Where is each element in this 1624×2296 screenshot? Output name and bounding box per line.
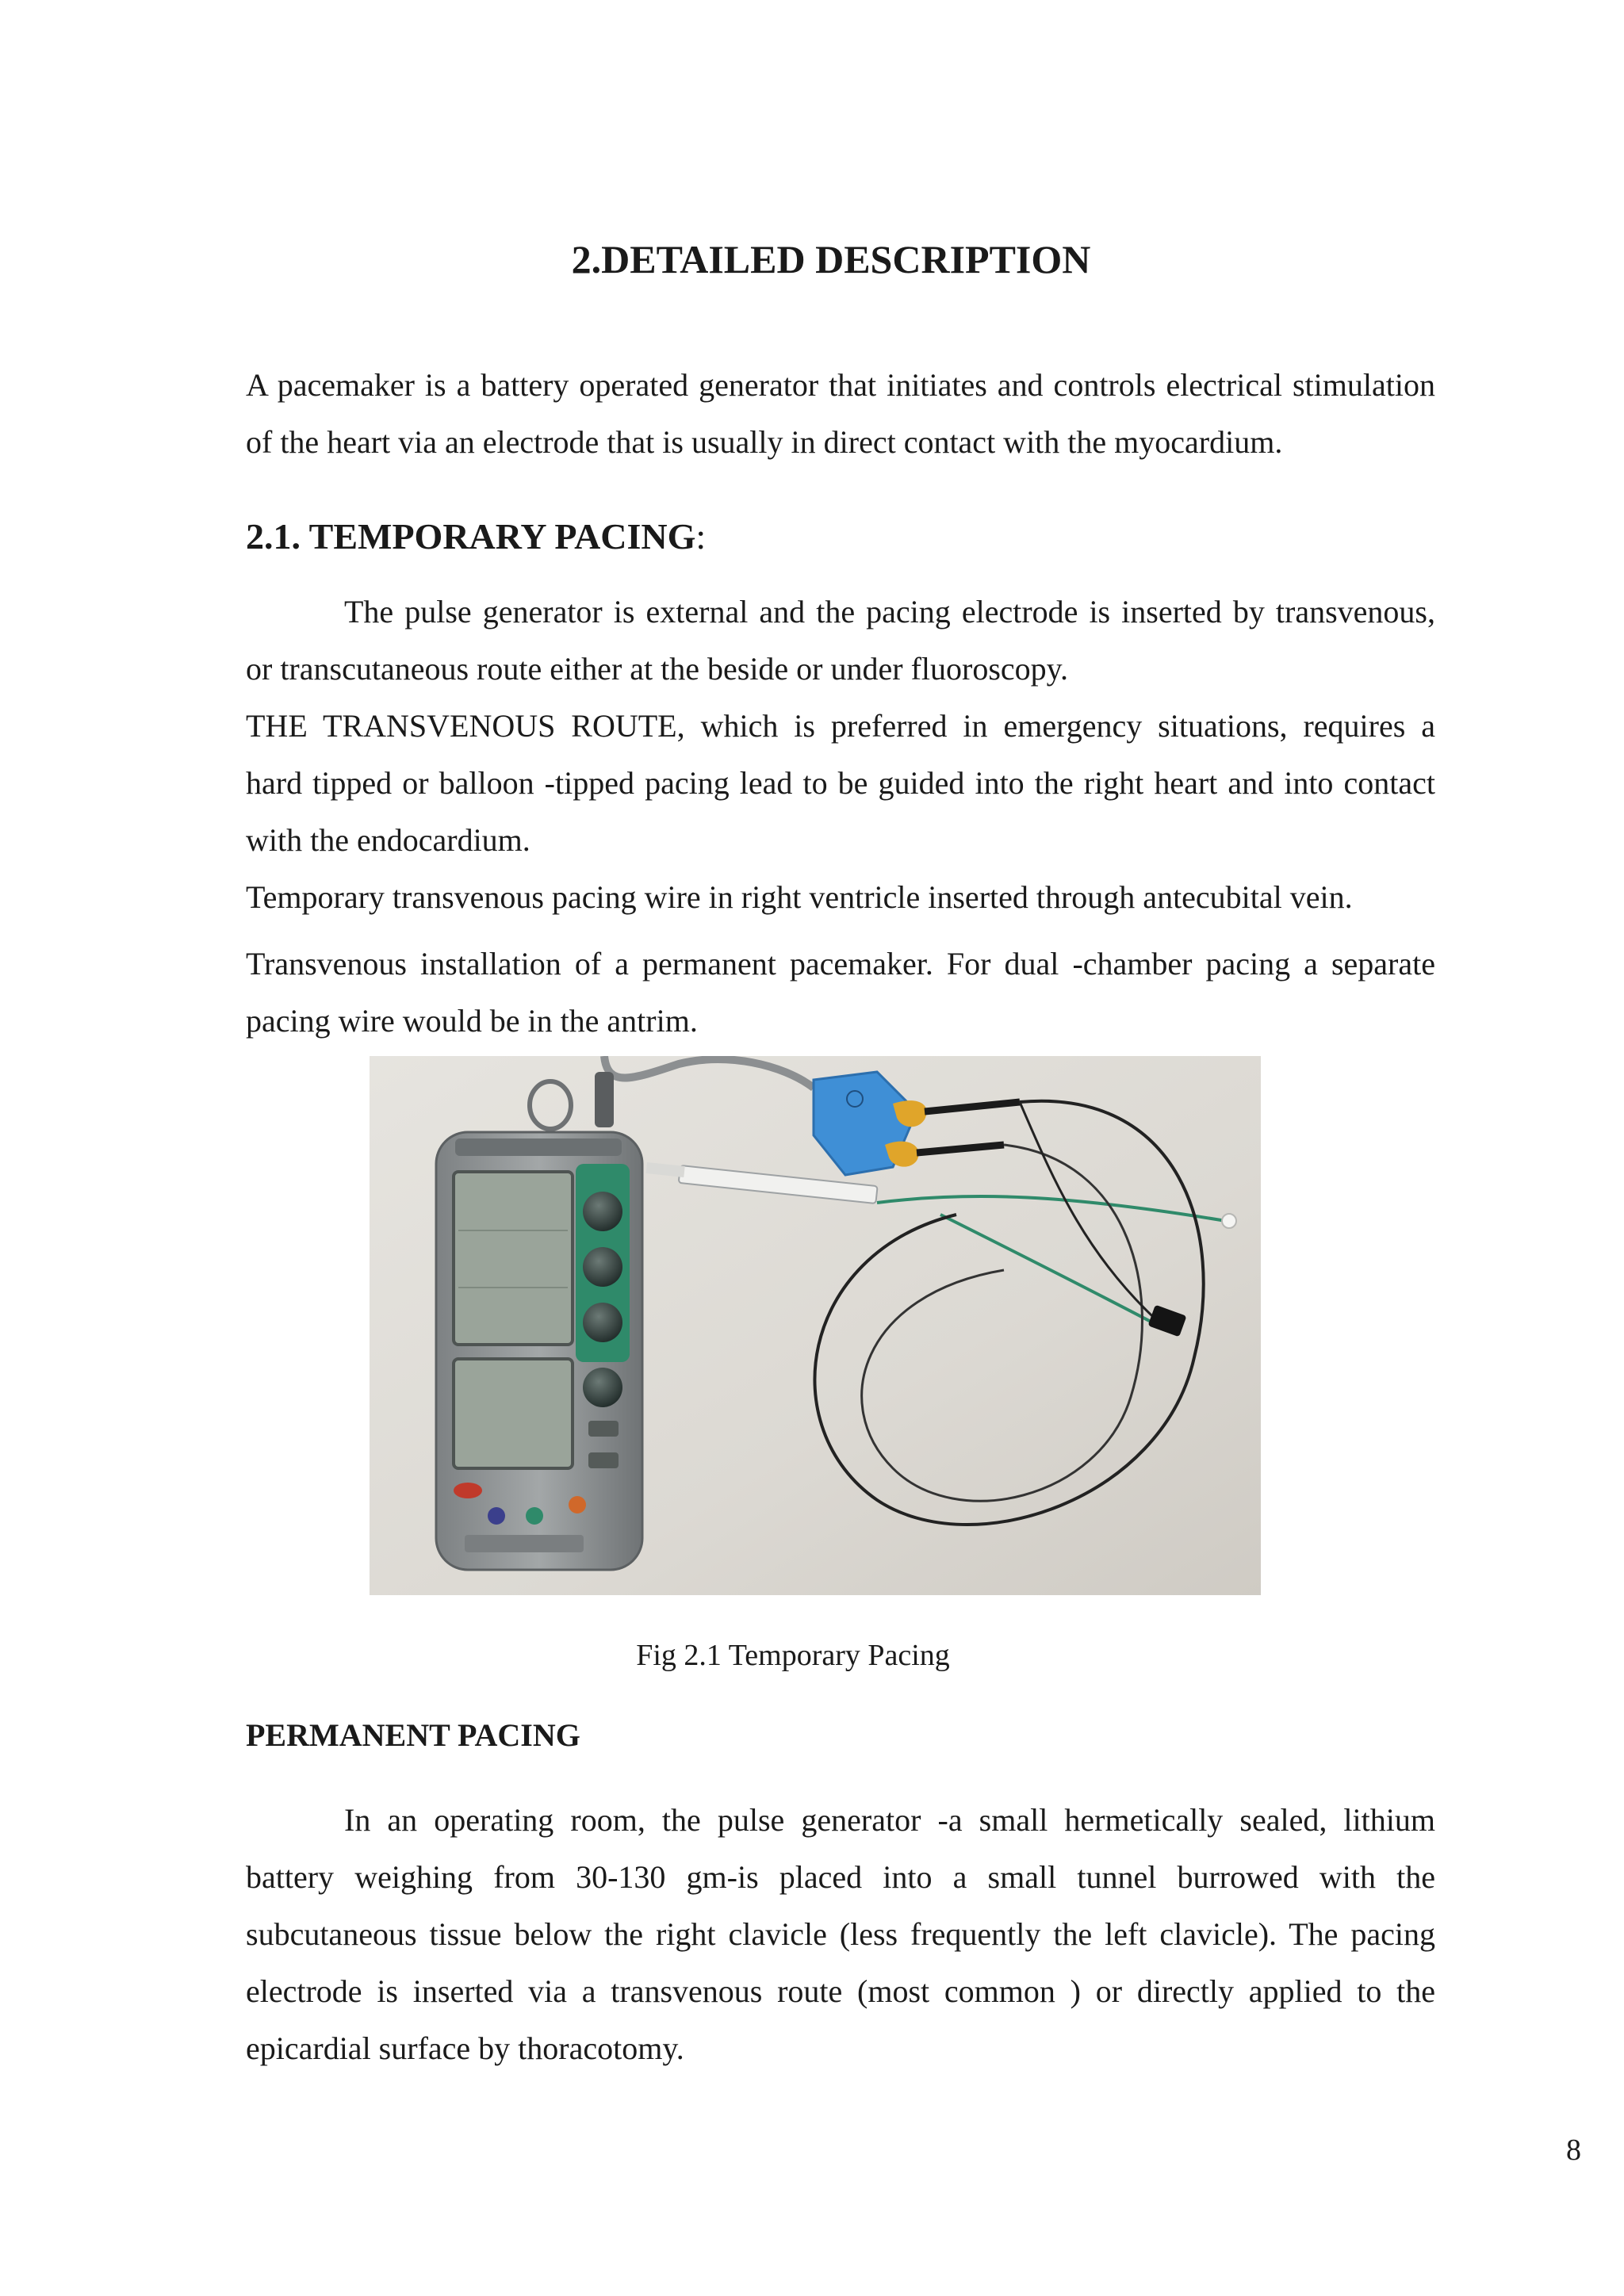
emergency-button: [454, 1483, 482, 1498]
section-heading-permanent: PERMANENT PACING: [246, 1717, 580, 1753]
temporary-paragraph-2: [246, 698, 1435, 869]
balloon-tip: [1222, 1214, 1236, 1228]
on-button: [526, 1507, 543, 1525]
rate-knob: [583, 1192, 622, 1231]
menu-button: [588, 1421, 619, 1437]
paragraph-line: pacing wire would be in the antrim.: [246, 1003, 698, 1039]
paragraph-line: electrode is inserted via a transvenous route (most common ) or directly applied to the: [246, 1973, 1435, 2009]
intro-line: A pacemaker is a battery operated generator that initiates and controls electrical stimulation: [246, 367, 1435, 403]
figure-caption: Fig 2.1 Temporary Pacing: [636, 1639, 950, 1672]
paragraph-line: battery weighing from 30-130 gm-is placed into a small tunnel burrowed with the: [246, 1859, 1435, 1895]
page-number: 8: [1566, 2133, 1581, 2167]
paragraph-line: epicardial surface by thoracotomy.: [246, 2030, 684, 2066]
paragraph-line: hard tipped or balloon -tipped pacing lead to be guided into the right heart and into contact: [246, 765, 1435, 801]
pacemaker-photo: [370, 1056, 1261, 1595]
off-button: [488, 1507, 505, 1525]
intro-paragraph: [246, 357, 1435, 471]
pause-button: [588, 1452, 619, 1468]
paragraph-line: The pulse generator is external and the pacing electrode is inserted by transvenous,: [344, 594, 1435, 629]
paragraph-line: Temporary transvenous pacing wire in right ventricle inserted through antecubital vein.: [246, 879, 1353, 915]
section-heading-text: 2.1. TEMPORARY PACING: [246, 516, 696, 557]
lcd-screen-lower: [454, 1359, 573, 1468]
cable-connector: [595, 1072, 614, 1127]
paragraph-line: or transcutaneous route either at the beside or under fluoroscopy.: [246, 651, 1069, 687]
device-indicator-strip: [455, 1138, 622, 1156]
temporary-paragraph-3: [246, 869, 1435, 926]
section-heading-colon: :: [695, 516, 707, 557]
output-knob: [583, 1247, 622, 1287]
paragraph-line: subcutaneous tissue below the right clavicle (less frequently the left clavicle). The pacing: [246, 1916, 1435, 1952]
figure-temporary-pacemaker-photo: [370, 1056, 1261, 1595]
lcd-screen-upper: [454, 1172, 573, 1345]
pause-indicator: [569, 1496, 586, 1513]
temporary-paragraph-4: [246, 936, 1435, 1050]
page-title: 2.DETAILED DESCRIPTION: [571, 237, 1091, 281]
intro-line: of the heart via an electrode that is usually in direct contact with the myocardium.: [246, 424, 1283, 460]
paragraph-line: Transvenous installation of a permanent pacemaker. For dual -chamber pacing a separate: [246, 946, 1435, 982]
paragraph-line: with the endocardium.: [246, 822, 530, 858]
menu-knob: [583, 1368, 622, 1407]
permanent-paragraph: [246, 1792, 1435, 2077]
paragraph-line: In an operating room, the pulse generator -a small hermetically sealed, lithium: [344, 1802, 1435, 1838]
temporary-paragraph-1: [246, 584, 1435, 698]
paragraph-line: THE TRANSVENOUS ROUTE, which is preferred in emergency situations, requires a: [246, 708, 1435, 744]
sensitivity-knob: [583, 1303, 622, 1342]
device-brand-plate: [465, 1535, 584, 1552]
section-heading-temporary: [246, 515, 706, 557]
